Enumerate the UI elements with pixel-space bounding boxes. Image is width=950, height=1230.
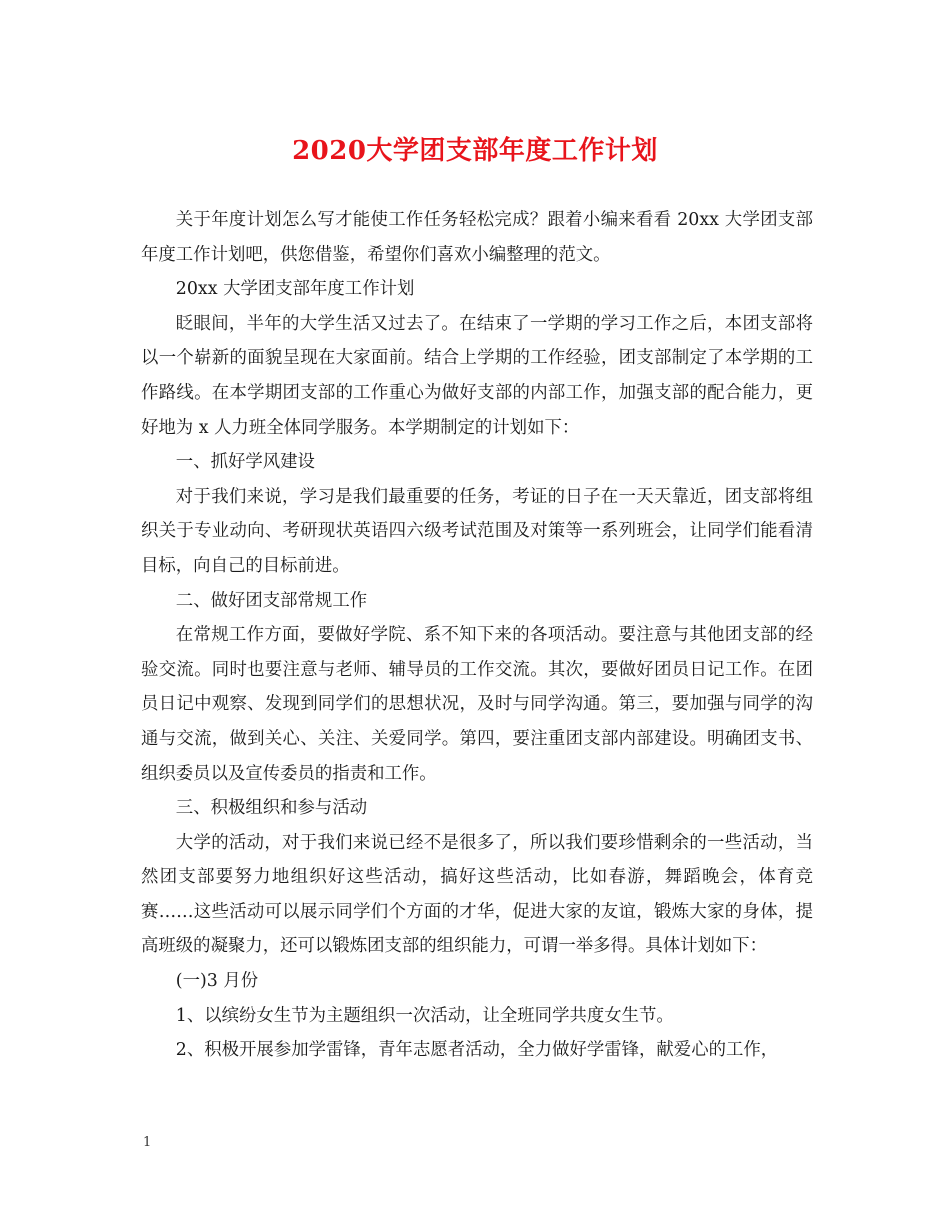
section-heading-2: 二、做好团支部常规工作 bbox=[175, 590, 368, 611]
paragraph-intro: 关于年度计划怎么写才能使工作任务轻松完成？跟着小编来看看 20xx 大学团支部年度工作计划吧，供您借鉴，希望你们喜欢小编整理的范文。 bbox=[141, 210, 813, 265]
paragraph-section-1: 对于我们来说，学习是我们最重要的任务，考证的日子在一天天靠近，团支部将组织关于专业动向、考研现状英语四六级考试范围及对策等一系列班会，让同学们能看清目标，向自己的目标前进。 bbox=[141, 486, 813, 576]
section-heading-3: 三、积极组织和参与活动 bbox=[175, 798, 368, 819]
paragraph-section-3: 大学的活动，对于我们来说已经不是很多了，所以我们要珍惜剩余的一些活动，当然团支部要努力地组织好这些活动，搞好这些活动，比如春游，舞蹈晚会，体育竞赛……这些活动可以展示同学们个方面的才华，促进大家的友谊，锻炼大家的身体，提高班级的凝聚力，还可以锻炼团支部的组织能力，可谓一举多得。具体计划如下： bbox=[141, 832, 813, 957]
page-number: 1 bbox=[143, 1135, 152, 1150]
paragraph-subtitle: 20xx 大学团支部年度工作计划 bbox=[175, 279, 415, 300]
document-body bbox=[141, 203, 813, 1068]
paragraph-section-2: 在常规工作方面，要做好学院、系不知下来的各项活动。要注意与其他团支部的经验交流。同时也要注意与老师、辅导员的工作交流。其次，要做好团员日记工作。在团员日记中观察、发现到同学们的思想状况，及时与同学沟通。第三，要加强与同学的沟通与交流，做到关心、关注、关爱同学。第四，要注重团支部内部建设。明确团支书、组织委员以及宣传委员的指责和工作。 bbox=[141, 625, 813, 784]
section-heading-1: 一、抓好学风建设 bbox=[175, 452, 315, 473]
list-item: 2、积极开展参加学雷锋，青年志愿者活动，全力做好学雷锋，献爱心的工作， bbox=[175, 1040, 779, 1061]
subsection-heading-march: (一)3 月份 bbox=[175, 971, 259, 992]
paragraph-overview: 眨眼间，半年的大学生活又过去了。在结束了一学期的学习工作之后，本团支部将以一个崭新的面貌呈现在大家面前。结合上学期的工作经验，团支部制定了本学期的工作路线。在本学期团支部的工作重心为做好支部的内部工作，加强支部的配合能力，更好地为 x 人力班全体同学服务。本学期制定的计划如下： bbox=[141, 313, 813, 438]
document-title: 2020大学团支部年度工作计划 bbox=[292, 136, 658, 166]
list-item: 1、以缤纷女生节为主题组织一次活动，让全班同学共度女生节。 bbox=[175, 1005, 674, 1026]
